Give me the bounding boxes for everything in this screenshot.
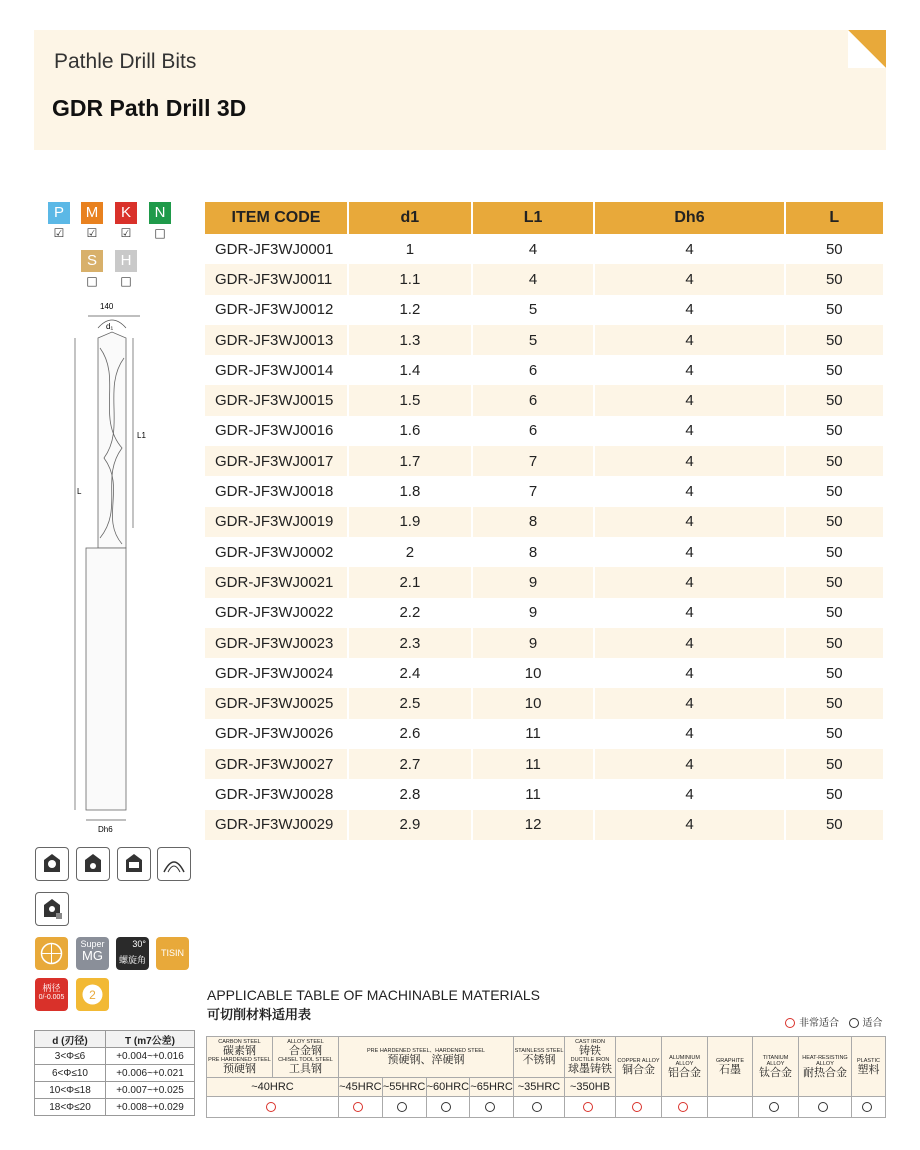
- carbon-steel-cell: CARBON STEEL 碳素钢 PRE HARDENED STEEL 预硬钢: [207, 1037, 273, 1078]
- l1-value: 5: [528, 301, 538, 319]
- tolerance-range: 6<Φ≤10: [35, 1065, 106, 1082]
- l-value: 50: [786, 446, 883, 476]
- l1-label: L1: [137, 431, 146, 440]
- spec-row: [205, 385, 883, 415]
- d1-value: 1.6: [399, 422, 421, 440]
- spec-row: [205, 810, 883, 840]
- spec-row: [205, 598, 883, 628]
- suitable-icon: [532, 1102, 542, 1112]
- materials-suitability-row: [207, 1097, 886, 1118]
- cast-iron-cell: CAST IRON 铸铁 DUCTILE IRON 球墨铸铁: [565, 1037, 616, 1078]
- tolerance-row: [35, 1099, 195, 1116]
- d1-value: 1.7: [349, 446, 471, 476]
- material-k-check: ☑: [120, 226, 132, 240]
- tolerance-value: +0.004~+0.016: [106, 1048, 195, 1065]
- l-value: 50: [825, 483, 843, 501]
- l-value: 50: [825, 543, 843, 561]
- stainless-cell: STAINLESS STEEL 不锈钢: [514, 1037, 565, 1078]
- l1-value: 11: [525, 785, 541, 803]
- hardened-steel-cell: PRE HARDENED STEEL、HARDENED STEEL 预硬钢、淬硬钢: [339, 1037, 514, 1078]
- tolerance-value: +0.008~+0.029: [106, 1099, 195, 1116]
- l1-value: 6: [528, 422, 538, 440]
- hardness-value: ~60HRC: [426, 1078, 470, 1097]
- item-code: GDR-JF3WJ0014: [215, 361, 334, 379]
- spec-row: [205, 779, 883, 809]
- dh6-value: 4: [595, 749, 783, 779]
- l-value: 50: [786, 749, 883, 779]
- item-code: GDR-JF3WJ0029: [205, 810, 347, 840]
- spec-row: [205, 537, 883, 567]
- tisin-coating-badge: TISIN: [156, 937, 189, 970]
- legend-suitable: 适合: [862, 1018, 883, 1029]
- l-value: 50: [786, 264, 883, 294]
- l-value: 50: [786, 688, 883, 718]
- spec-row: [205, 295, 883, 325]
- drilling-icon: [35, 892, 69, 926]
- material-k-badge: K: [115, 202, 137, 224]
- d1-value: 1.1: [349, 264, 471, 294]
- suitable-icon: [769, 1102, 779, 1112]
- super-mg-badge: [76, 937, 109, 970]
- slotting-icon: [117, 847, 151, 881]
- materials-legend: [785, 1014, 883, 1029]
- dh6-value: 4: [595, 446, 783, 476]
- suitability-cell: [662, 1097, 708, 1118]
- l1-value: 7: [473, 446, 594, 476]
- suitability-cell: [799, 1097, 852, 1118]
- helix-angle-value: 30°: [132, 939, 146, 949]
- col-item-code: ITEM CODE: [205, 202, 347, 234]
- mg-label: MG: [82, 948, 103, 963]
- item-code: GDR-JF3WJ0002: [215, 543, 334, 561]
- hardness-value: ~40HRC: [207, 1078, 339, 1097]
- suitability-cell: [382, 1097, 426, 1118]
- item-code: GDR-JF3WJ0023: [205, 628, 347, 658]
- suitability-cell: [426, 1097, 470, 1118]
- dh6-value: 4: [685, 240, 694, 258]
- item-code: GDR-JF3WJ0016: [215, 422, 334, 440]
- d1-value: 1.8: [399, 483, 421, 501]
- spec-table: [203, 202, 885, 840]
- hardness-value: ~45HRC: [339, 1078, 383, 1097]
- very-suitable-icon: [266, 1102, 276, 1112]
- l1-value: 10: [524, 664, 542, 682]
- suitability-cell: [470, 1097, 514, 1118]
- profiling-icon: [157, 847, 191, 881]
- d1-value: 2.7: [349, 749, 471, 779]
- item-code: GDR-JF3WJ0011: [205, 264, 347, 294]
- drill-drawing: [60, 298, 160, 838]
- materials-table-subtitle: 可切削材料适用表: [207, 1008, 312, 1023]
- graphite-cell: GRAPHITE 石墨: [708, 1037, 753, 1097]
- dh6-value: 4: [685, 361, 694, 379]
- l1-value: 9: [473, 628, 594, 658]
- item-code: GDR-JF3WJ0024: [215, 664, 334, 682]
- very-suitable-icon: [678, 1102, 688, 1112]
- plastic-cell: PLASTIC 塑料: [852, 1037, 886, 1097]
- spec-row: [205, 658, 883, 688]
- material-h-badge: H: [115, 250, 137, 272]
- l1-value: 9: [528, 604, 538, 622]
- shank-tolerance-badge: [35, 978, 68, 1011]
- l1-value: 8: [528, 543, 538, 561]
- l-value: 50: [825, 301, 843, 319]
- l-label: L: [77, 487, 82, 496]
- materials-group-row: [207, 1037, 886, 1078]
- d1-value: 2.3: [349, 628, 471, 658]
- dh6-value: 4: [595, 325, 783, 355]
- item-code: GDR-JF3WJ0001: [215, 240, 334, 258]
- very-suitable-icon: [785, 1018, 795, 1028]
- dh6-value: 4: [685, 422, 694, 440]
- l1-value: 12: [473, 810, 594, 840]
- material-n-check: □: [154, 226, 166, 240]
- d1-value: 2.5: [349, 688, 471, 718]
- very-suitable-icon: [632, 1102, 642, 1112]
- l-value: 50: [786, 385, 883, 415]
- suitable-icon: [862, 1102, 872, 1112]
- d1-value: 1.3: [349, 325, 471, 355]
- hardness-value: ~55HRC: [382, 1078, 426, 1097]
- d1-value: 2: [405, 543, 415, 561]
- suitable-icon: [818, 1102, 828, 1112]
- suitability-cell: [339, 1097, 383, 1118]
- very-suitable-icon: [353, 1102, 363, 1112]
- heat-resisting-cell: HEAT-RESISTING ALLOY 耐热合金: [799, 1037, 852, 1097]
- dh6-value: 4: [595, 507, 783, 537]
- l1-value: 9: [473, 567, 594, 597]
- angle-label: 140: [100, 302, 114, 311]
- l-value: 50: [786, 325, 883, 355]
- d1-value: 1.9: [349, 507, 471, 537]
- l-value: 50: [825, 725, 843, 743]
- dh6-value: 4: [685, 785, 694, 803]
- material-n-badge: N: [149, 202, 171, 224]
- tolerance-col-d: d (刃径): [35, 1031, 106, 1048]
- spec-row: [205, 446, 883, 476]
- very-suitable-icon: [583, 1102, 593, 1112]
- finishing-icon: [76, 847, 110, 881]
- col-l1: L1: [473, 202, 594, 234]
- titanium-cell: TITANIUM ALLOY 钛合金: [753, 1037, 799, 1097]
- spec-row: [205, 507, 883, 537]
- material-p-check: ☑: [53, 226, 65, 240]
- l1-value: 5: [473, 325, 594, 355]
- item-code: GDR-JF3WJ0019: [205, 507, 347, 537]
- l1-value: 6: [473, 385, 594, 415]
- dh6-value: 4: [595, 385, 783, 415]
- d1-value: 1.2: [399, 301, 421, 319]
- l-value: 50: [786, 628, 883, 658]
- spec-row: [205, 355, 883, 385]
- d1-value: 1.4: [399, 361, 421, 379]
- spec-row: [205, 325, 883, 355]
- corner-fold: [848, 30, 886, 68]
- tolerance-row: [35, 1082, 195, 1099]
- item-code: GDR-JF3WJ0026: [215, 725, 334, 743]
- dh6-value: 4: [685, 604, 694, 622]
- l1-value: 4: [473, 264, 594, 294]
- copper-cell: COPPER ALLOY 铜合金: [616, 1037, 662, 1097]
- roughing-icon: [35, 847, 69, 881]
- suitability-cell: [753, 1097, 799, 1118]
- item-code: GDR-JF3WJ0025: [205, 688, 347, 718]
- l-value: 50: [786, 507, 883, 537]
- tolerance-range: 3<Φ≤6: [35, 1048, 106, 1065]
- spec-row: [205, 234, 883, 264]
- dh6-value: 4: [595, 810, 783, 840]
- legend-very-suitable: 非常适合: [799, 1018, 839, 1029]
- dh6-label: Dh6: [98, 825, 113, 834]
- d1-value: 1.5: [349, 385, 471, 415]
- d1-value: 2.2: [399, 604, 421, 622]
- l-value: 50: [786, 810, 883, 840]
- l1-value: 11: [473, 749, 594, 779]
- item-code: GDR-JF3WJ0017: [205, 446, 347, 476]
- d1-value: 2.8: [399, 785, 421, 803]
- dh6-value: 4: [595, 628, 783, 658]
- spec-row: [205, 688, 883, 718]
- aluminium-cell: ALUMINIUM ALLOY 铝合金: [662, 1037, 708, 1097]
- flute-count-value: 2: [89, 988, 96, 1002]
- helix-angle-label: 螺旋角: [118, 955, 146, 965]
- l-value: 50: [825, 785, 843, 803]
- dh6-value: 4: [685, 725, 694, 743]
- tolerance-value: +0.007~+0.025: [106, 1082, 195, 1099]
- l-value: 50: [825, 664, 843, 682]
- d1-value: 2.4: [399, 664, 421, 682]
- d1-value: 2.1: [349, 567, 471, 597]
- tolerance-table: [34, 1030, 195, 1116]
- dh6-value: 4: [595, 264, 783, 294]
- spec-row: [205, 719, 883, 749]
- page-title: GDR Path Drill 3D: [52, 95, 247, 121]
- spec-row: [205, 628, 883, 658]
- item-code: GDR-JF3WJ0022: [215, 604, 334, 622]
- suitability-cell: [616, 1097, 662, 1118]
- dh6-value: 4: [685, 483, 694, 501]
- item-code: GDR-JF3WJ0013: [205, 325, 347, 355]
- l1-value: 10: [473, 688, 594, 718]
- d1-value: 2.9: [349, 810, 471, 840]
- dh6-value: 4: [595, 567, 783, 597]
- col-d1: d1: [349, 202, 471, 234]
- tolerance-header: [35, 1031, 195, 1048]
- page-subtitle: Pathle Drill Bits: [54, 50, 197, 73]
- l1-value: 8: [473, 507, 594, 537]
- item-code: GDR-JF3WJ0018: [215, 483, 334, 501]
- l-value: 50: [825, 604, 843, 622]
- suitable-icon: [441, 1102, 451, 1112]
- tolerance-value: +0.006~+0.021: [106, 1065, 195, 1082]
- material-m-badge: M: [81, 202, 103, 224]
- material-m-check: ☑: [86, 226, 98, 240]
- item-code: GDR-JF3WJ0015: [205, 385, 347, 415]
- item-code: GDR-JF3WJ0021: [205, 567, 347, 597]
- dh6-value: 4: [685, 301, 694, 319]
- geometry-icon: [35, 937, 68, 970]
- dh6-value: 4: [685, 664, 694, 682]
- suitability-cell: [852, 1097, 886, 1118]
- suitability-cell: [207, 1097, 339, 1118]
- tolerance-row: [35, 1048, 195, 1065]
- l1-value: 7: [528, 483, 538, 501]
- spec-row: [205, 264, 883, 294]
- l-value: 50: [825, 240, 843, 258]
- super-label: Super: [80, 939, 105, 949]
- material-s-badge: S: [81, 250, 103, 272]
- spec-table-header: [205, 202, 883, 234]
- materials-table: [206, 1036, 886, 1118]
- tolerance-range: 10<Φ≤18: [35, 1082, 106, 1099]
- alloy-steel-cell: ALLOY STEEL 合金钢 CHISEL TOOL STEEL 工具钢: [273, 1037, 339, 1078]
- shank-label: 柄径: [42, 983, 61, 993]
- item-code: GDR-JF3WJ0028: [215, 785, 334, 803]
- hardness-value: ~65HRC: [470, 1078, 514, 1097]
- suitability-cell: [565, 1097, 616, 1118]
- d1-value: 2.6: [399, 725, 421, 743]
- l1-value: 11: [525, 725, 541, 743]
- materials-table-title: APPLICABLE TABLE OF MACHINABLE MATERIALS: [207, 987, 540, 1003]
- dh6-value: 4: [685, 543, 694, 561]
- item-code: GDR-JF3WJ0012: [215, 301, 334, 319]
- col-l: L: [786, 202, 883, 234]
- flute-count-badge: [76, 978, 109, 1011]
- suitable-icon: [849, 1018, 859, 1028]
- col-dh6: Dh6: [595, 202, 783, 234]
- material-h-check: □: [120, 274, 132, 288]
- d1-label: d₁: [106, 322, 114, 331]
- tolerance-range: 18<Φ≤20: [35, 1099, 106, 1116]
- spec-row: [205, 749, 883, 779]
- header-banner: [34, 30, 886, 150]
- shank-tolerance-value: 0/-0.005: [38, 994, 65, 1001]
- suitable-icon: [485, 1102, 495, 1112]
- hardness-value: ~35HRC: [514, 1078, 565, 1097]
- spec-row: [205, 567, 883, 597]
- material-p-badge: P: [48, 202, 70, 224]
- hardness-value: ~350HB: [565, 1078, 616, 1097]
- l1-value: 6: [528, 361, 538, 379]
- spec-row: [205, 416, 883, 446]
- l1-value: 4: [528, 240, 538, 258]
- l-value: 50: [825, 361, 843, 379]
- l-value: 50: [825, 422, 843, 440]
- tolerance-col-t: T (m7公差): [106, 1031, 195, 1048]
- suitable-icon: [397, 1102, 407, 1112]
- l-value: 50: [786, 567, 883, 597]
- dh6-value: 4: [595, 688, 783, 718]
- material-s-check: □: [86, 274, 98, 288]
- tolerance-row: [35, 1065, 195, 1082]
- d1-value: 1: [405, 240, 415, 258]
- suitability-cell: [708, 1097, 753, 1118]
- helix-angle-badge: [116, 937, 149, 970]
- suitability-cell: [514, 1097, 565, 1118]
- item-code: GDR-JF3WJ0027: [205, 749, 347, 779]
- spec-row: [205, 476, 883, 506]
